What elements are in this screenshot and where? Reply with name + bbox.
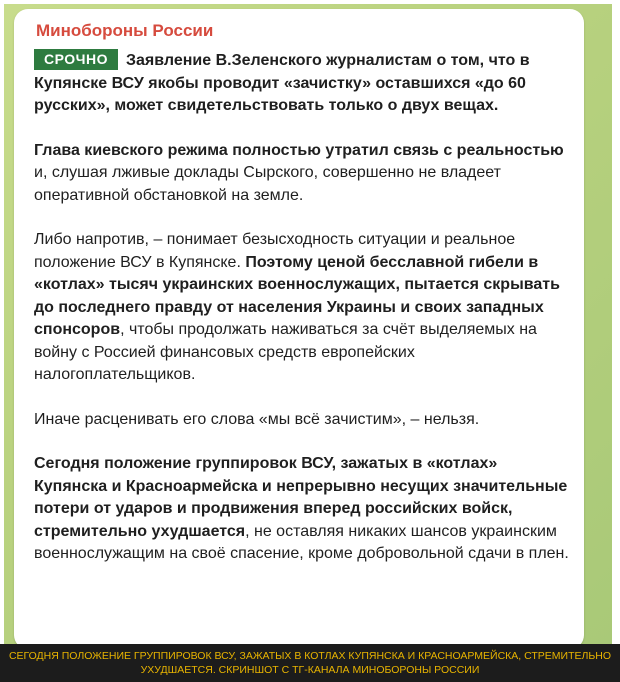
paragraph-2-rest: и, слушая лживые доклады Сырского, совершенно не владеет оперативной обстановкой на земле. xyxy=(34,164,501,204)
channel-name[interactable]: Минобороны России xyxy=(36,21,214,40)
message-bubble xyxy=(14,9,584,644)
paragraph-4: Иначе расценивать его слова «мы всё зачистим», – нельзя. xyxy=(34,410,480,428)
paragraph-3-plain: Либо напротив, – понимает безысходность ситуации и реальное положение ВСУ в Купянске. xyxy=(34,231,516,271)
paragraph-3-bold: Поэтому ценой бесславной гибели в «котлах» тысяч украинских военнослужащих, пытается скрывать до последнего правду от населения Украины и своих западных спонсоров xyxy=(34,253,560,338)
paragraph-3 xyxy=(34,229,569,387)
paragraph-2 xyxy=(34,140,569,208)
paragraph-1-text: Заявление В.Зеленского журналистам о том, что в Купянске ВСУ якобы проводит «зачистку» оставшихся «до 60 русских», может свидетельствовать только о двух вещах. xyxy=(34,52,530,114)
image-caption xyxy=(0,644,620,682)
chat-background xyxy=(4,4,612,644)
message-text xyxy=(34,49,569,588)
caption-line-2: УХУДШАЕТСЯ. СКРИНШОТ С ТГ-КАНАЛА МИНОБОРОНЫ РОССИИ xyxy=(140,664,480,676)
paragraph-5 xyxy=(34,453,569,566)
paragraph-1 xyxy=(34,49,569,118)
caption-line-1: СЕГОДНЯ ПОЛОЖЕНИЕ ГРУППИРОВОК ВСУ, ЗАЖАТЫХ В КОТЛАХ КУПЯНСКА И КРАСНОАРМЕЙСКА, СТРЕМИТЕЛЬНО xyxy=(8,650,612,662)
paragraph-3-rest: , чтобы продолжать наживаться за счёт выделяемых на войну с Россией финансовых средств европейских налогоплательщиков. xyxy=(34,321,537,383)
urgent-badge: СРОЧНО xyxy=(34,49,118,70)
paragraph-5-rest: , не оставляя никаких шансов украинским военнослужащим на своё спасение, кроме добровольной сдачи в плен. xyxy=(34,522,569,562)
paragraph-2-bold: Глава киевского режима полностью утратил связь с реальностью xyxy=(34,141,564,159)
paragraph-5-bold: Сегодня положение группировок ВСУ, зажатых в «котлах» Купянска и Красноармейска и непрерывно несущих значительные потери от ударов и продвижения вперед российских войск, стремительно ухудшается xyxy=(34,455,568,540)
